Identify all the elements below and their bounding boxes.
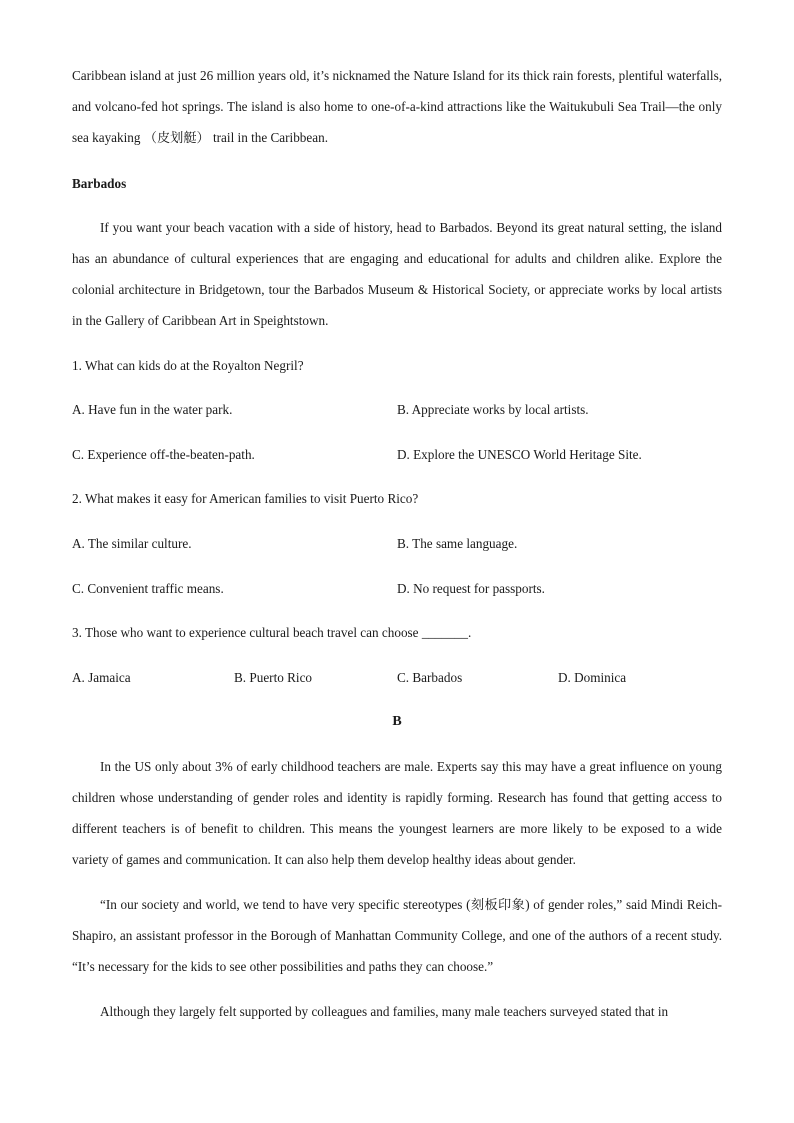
question-1-option-b: B. Appreciate works by local artists.: [397, 402, 589, 417]
passage-b-paragraph-2: “In our society and world, we tend to have very specific stereotypes (刻板印象) of gender roles,” said Mindi Reich-Shapiro, an assistant professor in the Borough of Manhattan Community College, and one of the authors of a recent study. “It’s necessary for the kids to see other possibilities and paths they can choose.”: [72, 897, 722, 974]
question-2-option-d: D. No request for passports.: [397, 581, 545, 596]
question-2-option-c: C. Convenient traffic means.: [72, 581, 224, 596]
passage-paragraph-dominica: Caribbean island at just 26 million years old, it’s nicknamed the Nature Island for its thick rain forests, plentiful waterfalls, and volcano-fed hot springs. The island is also home to one-of-a-kind attractions like the Waitukubuli Sea Trail—the only sea kayaking （皮划艇） trail in the Caribbean.: [72, 68, 722, 145]
question-3-option-d: D. Dominica: [558, 670, 627, 685]
question-1-option-d: D. Explore the UNESCO World Heritage Site.: [397, 447, 642, 462]
question-1-option-c: C. Experience off-the-beaten-path.: [72, 447, 255, 462]
passage-b-paragraph-1: In the US only about 3% of early childhood teachers are male. Experts say this may have a great influence on young children whose understanding of gender roles and identity is rapidly forming. Research has found that getting access to different teachers is of benefit to children. This means the youngest learners are more likely to be exposed to a wide variety of games and communication. It can also help them develop healthy ideas about gender.: [72, 759, 722, 867]
question-3-option-b: B. Puerto Rico: [234, 670, 313, 685]
question-2-stem: 2. What makes it easy for American families to visit Puerto Rico?: [72, 491, 419, 506]
question-3-option-a: A. Jamaica: [72, 670, 131, 685]
question-2-option-b: B. The same language.: [397, 536, 518, 551]
passage-b-paragraph-3: Although they largely felt supported by colleagues and families, many male teachers surveyed stated that in: [100, 1004, 669, 1019]
question-1-stem: 1. What can kids do at the Royalton Negril?: [72, 358, 304, 373]
section-heading-barbados: Barbados: [72, 176, 127, 191]
question-3-option-c: C. Barbados: [397, 670, 463, 685]
question-3-stem: 3. Those who want to experience cultural beach travel can choose _______.: [72, 625, 472, 640]
question-2-option-a: A. The similar culture.: [72, 536, 192, 551]
passage-paragraph-barbados: If you want your beach vacation with a side of history, head to Barbados. Beyond its great natural setting, the island has an abundance of cultural experiences that are engaging and educational for adults and children alike. Explore the colonial architecture in Bridgetown, tour the Barbados Museum & Historical Society, or appreciate works by local artists in the Gallery of Caribbean Art in Speightstown.: [72, 220, 722, 328]
question-1-option-a: A. Have fun in the water park.: [72, 402, 233, 417]
section-heading-b: B: [392, 714, 402, 729]
